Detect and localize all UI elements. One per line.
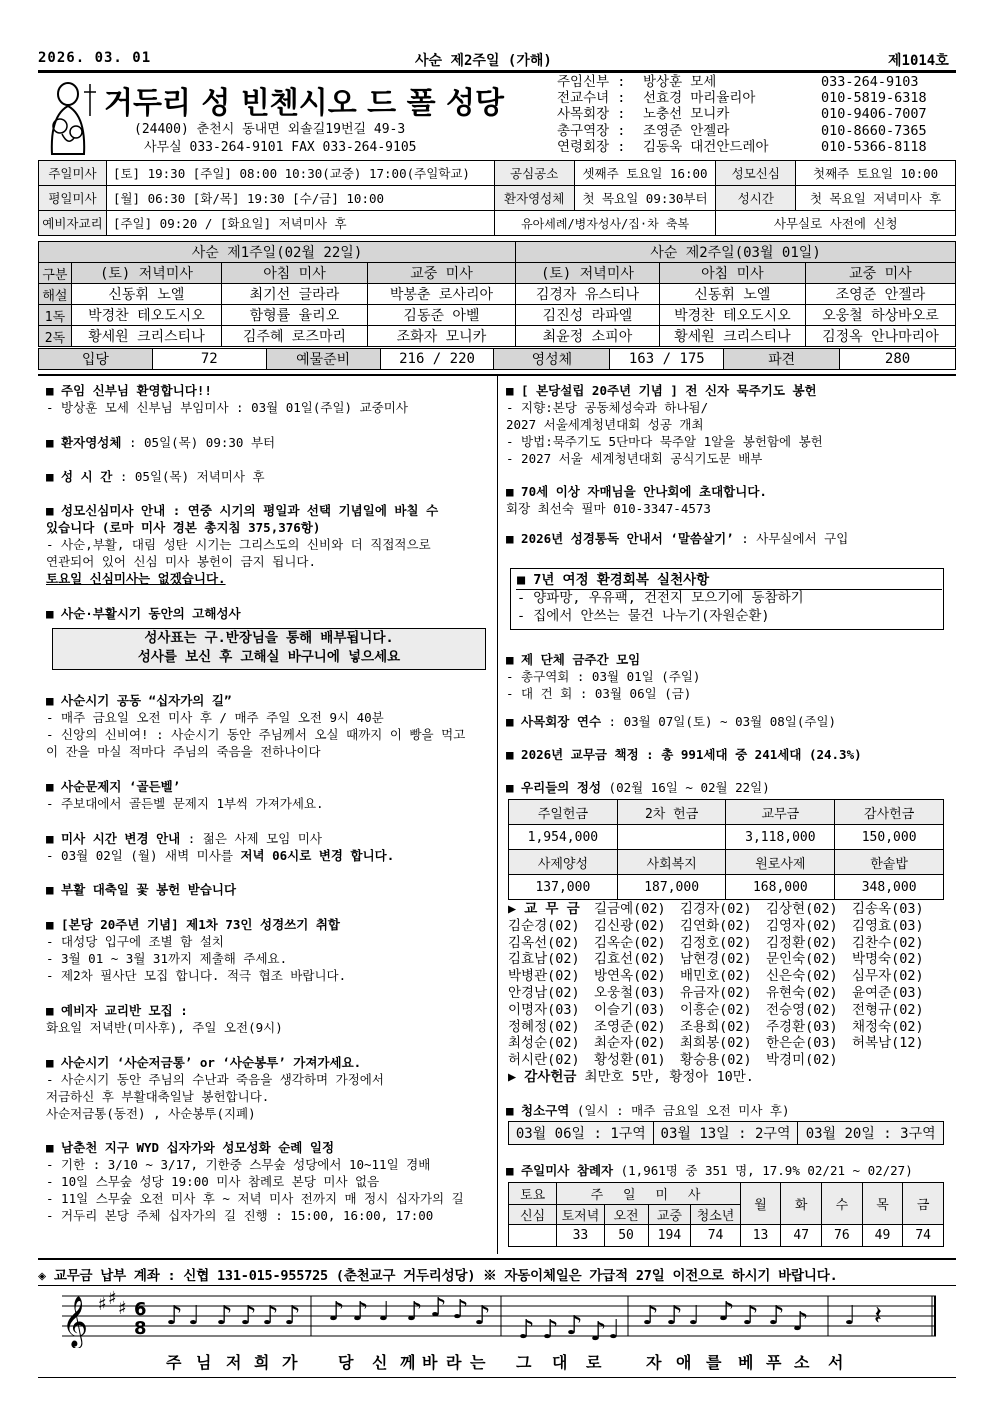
parish-office-phone: 사무실 033-264-9101 FAX 033-264-9105 [144,140,417,155]
contact-row: 주임신부 : 방상훈 모세 033-264-9103 [557,74,919,90]
table-row: 주일미사 [토] 19:30 [주일] 08:00 10:30(교중) 17:00(주일학교) 공심공소 셋째주 토요일 16:00 성모신심 첫째주 토요일 10:00 [39,161,956,186]
list-item: 김옥선(02) 김옥순(02) 김정호(02) 김정환(02) 김찬수(02) [508,934,924,951]
svg-text:♪: ♪ [642,1301,659,1331]
svg-text:𝄽: 𝄽 [874,1301,882,1331]
svg-text:♪: ♪ [742,1301,759,1331]
table-row: 사순 제1주일(02월 22일) 사순 제2주일(03월 01일) [39,242,956,263]
table-row: 137,000 187,000 168,000 348,000 [509,875,944,900]
list-item: 허시란(02) 황성환(01) 황승용(02) 박경미(02) [508,1052,838,1069]
notice-stations-of-cross: ■ 사순시기 공동 “십자가의 길” - 매주 금요일 오전 미사 후 / 매주 주일 오전 9시 40분 - 신앙의 신비여! : 사순시기 동안 주님께서 오실 때까지 이 빵을 먹고 이 잔을 마실 적마다 주님의 죽음을 전하나이다 [46,693,466,759]
svg-text:♪: ♪ [240,1301,257,1331]
table-row: 2독 황세원 크리스티나 김주혜 로즈마리 조화자 모니카 최윤정 소피아 황세원 크리스티나 김정옥 안나마리아 [39,326,956,347]
svg-text:♪: ♪ [792,1307,809,1337]
svg-text:♯: ♯ [118,1298,127,1319]
svg-text:♩: ♩ [688,1301,701,1331]
notice-dues-assessment: ■ 2026년 교무금 책정 : 총 991세대 중 241세대 (24.3%) [506,747,862,762]
hymn-staff [38,1288,956,1348]
contact-row: 연령회장 : 김동욱 대건안드레아 010-5366-8118 [557,138,927,155]
mass-attendance-table [508,1182,944,1247]
svg-text:♪: ♪ [718,1297,735,1327]
svg-text:♪: ♪ [768,1301,785,1331]
notice-lent-savings: ■ 사순시기 ‘사순저금통’ or ‘사순봉투’ 가져가세요. - 사순시기 동안 주님의 수난과 죽음을 생각하며 가정에서 저금하신 후 부활대축일날 봉헌합니다. 사순저금통(동전) , 사순봉투(지폐) [46,1055,384,1121]
svg-text:♪: ♪ [262,1301,279,1331]
table-row: 사제양성 사회복지 원로사제 한솥밥 [509,850,944,875]
notice-catechumen: ■ 예비자 교리반 모집 : 화요일 저녁반(미사후), 주일 오전(9시) [46,1003,283,1035]
table-row: 1독 박경찬 테오도시오 함형률 율리오 김동준 아벨 김진성 라파엘 박경찬 테오도시오 오웅철 하상바오로 [39,305,956,326]
notice-mass-attendance: ■ 주일미사 참례자 (1,961명 중 351 명, 17.9% 02/21 ~ 02/27) [506,1163,913,1178]
table-row: 03월 06일 : 1구역 03월 13일 : 2구역 03월 20일 : 3구역 [509,1122,944,1145]
list-item: ▶ 감사헌금 최만호 5만, 황정아 10만. [508,1068,754,1085]
mass-schedule-table [38,160,956,236]
issue-date: 2026. 03. 01 [38,50,152,66]
notice-anna-society: ■ 70세 이상 자매님을 안나회에 초대합니다. 회장 최선숙 필마 010-3347-4573 [506,484,767,516]
table-row: 예비자교리 [주일] 09:20 / [화요일] 저녁미사 후 유아세례/병자성사/집·차 축복 사무실로 사전에 신청 [39,211,956,236]
list-item: 최성순(02) 최순자(02) 최희봉(02) 한은순(03) 허복남(12) [508,1035,924,1052]
list-item: 안경남(02) 오웅철(03) 유금자(02) 유현숙(02) 윤여준(03) [508,984,924,1001]
svg-text:♪: ♪ [590,1317,607,1347]
parish-logo [38,76,102,156]
list-item: 정혜정(02) 조영준(02) 조용희(02) 주경환(03) 채정숙(02) [508,1018,924,1035]
list-item: 이명자(03) 이슬기(03) 이흥순(02) 전승영(02) 전형규(02) [508,1001,924,1018]
table-row: 신심 토저녁 오전 교중 청소년 [509,1205,944,1225]
table-row: 33 50 194 74 13 47 76 49 74 [509,1225,944,1247]
table-row: 1,954,000 3,118,000 150,000 [509,825,944,850]
cleaning-schedule-table [508,1121,944,1145]
notice-holy-hour: ■ 성 시 간 : 05일(목) 저녁미사 후 [46,469,265,484]
svg-text:♪: ♪ [518,1315,535,1345]
table-row: 입당 72 예물준비 216 / 220 영성체 163 / 175 파견 280 [39,349,956,370]
liturgical-week: 사순 제2주일 (가해) [415,53,552,69]
issue-number: 제1014호 [888,53,949,69]
notice-golden-bell: ■ 사순문제지 ‘골든벨’ - 주보대에서 골든벨 문제지 1부씩 가져가세요. [46,779,324,811]
parish-name: 거두리 성 빈첸시오 드 폴 성당 [104,86,504,121]
table-row: 해설 신동휘 노엘 최기선 글라라 박봉춘 로사리아 김경자 유스티나 신동휘 노엘 조영준 안젤라 [39,284,956,305]
environment-box: ■ 7년 여정 환경회복 실천사항 - 양파망, 우유팩, 건전지 모으기에 동참하기 - 집에서 안쓰는 물건 나누기(자원순환) [510,568,944,630]
notice-marian-mass: ■ 성모신심미사 안내 : 연중 시기의 평일과 선택 기념일에 바칠 수 있습니다 (로마 미사 경본 총지침 375,376항) - 사순,부활, 대림 성탄 시기는 그리스도의 신비와 더 직접적으로 연관되어 있어 신심 미사 봉헌이 금지 됩니다. 토요일 신심미사는 없겠습니다. [46,503,439,586]
notice-bible-reading: ■ 2026년 성경통독 안내서 ‘말씀살기’ : 사무실에서 구입 [506,531,849,546]
svg-text:♪: ♪ [430,1293,447,1323]
svg-text:♪: ♪ [216,1301,233,1331]
svg-text:♩: ♩ [378,1297,391,1327]
svg-text:♪: ♪ [566,1311,583,1341]
notice-welcome: ■ 주임 신부님 환영합니다!! - 방상훈 모세 신부님 부임미사 : 03월 01일(주일) 교중미사 [46,383,408,415]
notice-rosary: ■ [ 본당설립 20주년 기념 ] 전 신자 묵주기도 봉헌 - 지향:본당 공동체성숙과 하나됨/ 2027 서울세계청년대회 성공 개최 - 방법:묵주기도 5단마다 묵주알 1알을 봉헌함에 봉헌 - 2027 서울 세계청년대회 공식기도문 배부 [506,383,823,466]
treble-clef-icon: 𝄞 [62,1296,89,1347]
sharp-icon: ♯ [98,1294,107,1315]
list-item: 김효남(02) 김효선(02) 남현경(02) 문인숙(02) 박명숙(02) [508,951,924,968]
hymn-notes [166,1293,882,1347]
table-row: 평일미사 [월] 06:30 [화/목] 19:30 [수/금] 10:00 환자영성체 첫 목요일 09:30부터 성시간 첫 목요일 저녁미사 후 [39,186,956,211]
attendance-stats-table [38,348,956,370]
svg-text:♯: ♯ [108,1288,117,1309]
dues-payers-list [508,901,938,1086]
notice-wyd-pilgrimage: ■ 남춘천 지구 WYD 십자가와 성모성화 순례 일정 - 기한 : 3/10 ~ 3/17, 기한중 스무숲 성당에서 10~11일 경배 - 10일 스무숲 성당 19:00 미사 참례로 본당 미사 없음 - 11일 스무숲 오전 미사 후 ~ 저녁 미사 전까지 매 정시 십자가의 길 - 거두리 본당 주체 십자가의 길 진행 : 15:00, 16:00, 17:00 [46,1140,464,1223]
list-item: 김순경(02) 김신광(02) 김연화(02) 김영자(02) 김영효(03) [508,917,924,934]
ministry-roster-table [38,241,956,347]
svg-text:♪: ♪ [166,1301,183,1331]
svg-text:♩: ♩ [844,1301,857,1331]
list-item: ▶ 교 무 금 길금예(02) 김경자(02) 김상현(02) 김송옥(03) [508,901,924,917]
svg-text:♪: ♪ [474,1301,491,1331]
notice-easter-flowers: ■ 부활 대축일 꽃 봉헌 받습니다 [46,882,237,897]
time-signature: 6 [134,1299,147,1320]
confession-info-box: 성사표는 구.반장님을 통해 배부됩니다. 성사를 보신 후 고해실 바구니에 넣으세요 [52,628,486,670]
offerings-table [508,799,944,900]
notice-council-training: ■ 사목회장 연수 : 03월 07일(토) ~ 03월 08일(주일) [506,714,837,729]
notice-confession: ■ 사순·부활시기 동안의 고해성사 [46,606,241,621]
svg-text:♪: ♪ [666,1301,683,1331]
notice-mass-time-change: ■ 미사 시간 변경 안내 : 젊은 사제 모임 미사 - 03월 02일 (월) 새벽 미사를 저녁 06시로 변경 합니다. [46,831,395,863]
svg-text:8: 8 [134,1318,147,1339]
svg-text:♪: ♪ [328,1297,345,1327]
svg-text:♪: ♪ [284,1301,301,1331]
svg-text:♩: ♩ [608,1315,621,1345]
svg-text:♪: ♪ [406,1297,423,1327]
list-item: 박병관(02) 방연옥(02) 배민호(02) 신은숙(02) 심무자(02) [508,968,924,985]
dues-account-notice: ◈ 교무금 납부 계좌 : 신협 131-015-955725 (춘천교구 거두리성당) ※ 자동이체일은 가급적 27일 이전으로 하시기 바랍니다. [38,1268,838,1284]
table-row: 주일헌금 2차 헌금 교무금 감사헌금 [509,800,944,825]
svg-text:♪: ♪ [352,1297,369,1327]
contact-row: 총구역장 : 조영준 안젤라 010-8660-7365 [557,122,927,139]
svg-text:♩: ♩ [188,1301,201,1331]
notice-offerings: ■ 우리들의 정성 (02월 16일 ~ 02월 22일) [506,780,770,795]
contact-row: 전교수녀 : 선효경 마리율리아 010-5819-6318 [557,90,927,107]
notice-sick-communion: ■ 환자영성체 : 05일(목) 09:30 부터 [46,435,276,450]
table-row: 구분 (토) 저녁미사 아침 미사 교중 미사 (토) 저녁미사 아침 미사 교중 미사 [39,263,956,284]
notice-cleaning: ■ 청소구역 (일시 : 매주 금요일 오전 미사 후) [506,1103,790,1118]
notice-bible-writing: ■ [본당 20주년 기념] 제1차 73인 성경쓰기 취합 - 대성당 입구에 조별 함 설치 - 3월 01 ~ 3월 31까지 제출해 주세요. - 제2차 필사단 모집 합니다. 적극 협조 바랍니다. [46,917,347,983]
contact-list [557,74,927,155]
svg-text:♪: ♪ [452,1295,469,1325]
parish-address: (24400) 춘천시 동내면 외솔길19번길 49-3 [134,122,406,137]
svg-text:♪: ♪ [542,1315,559,1345]
contact-row: 사목회장 : 노충선 모니카 010-9406-7007 [557,106,927,123]
notice-group-meetings: ■ 제 단체 금주간 모임 - 총구역회 : 03월 01일 (주일) - 대 건 회 : 03월 06일 (금) [506,652,701,701]
table-row: 토요 주 일 미 사 월 화 수 목 금 [509,1183,944,1205]
